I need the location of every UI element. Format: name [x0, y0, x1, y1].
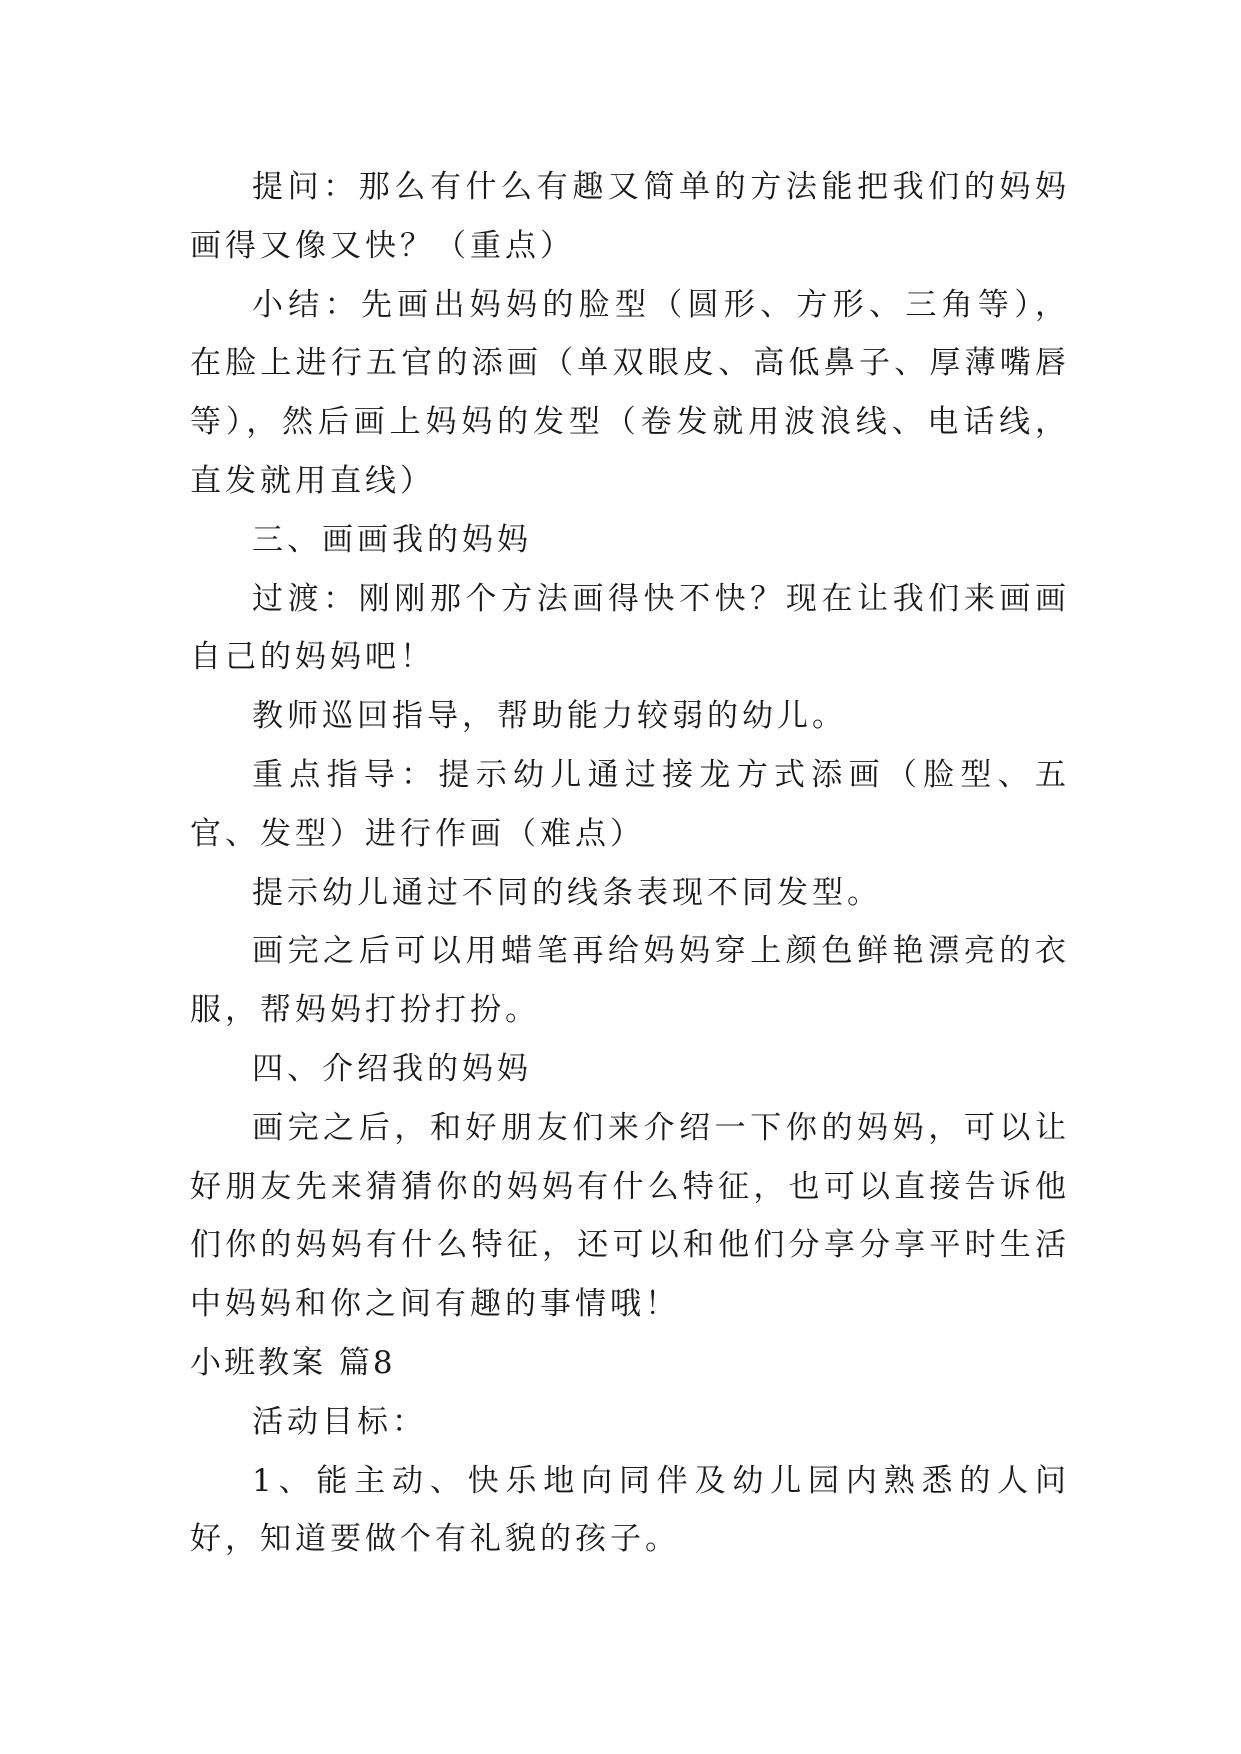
paragraph-transition: 过渡：刚刚那个方法画得快不快？现在让我们来画画自己的妈妈吧！ — [190, 580, 1070, 676]
paragraph-teacher-guidance: 教师巡回指导，帮助能力较弱的幼儿。 — [252, 698, 847, 735]
heading-introduce-my-mom: 四、介绍我的妈妈 — [252, 1050, 532, 1087]
heading-draw-my-mom: 三、画画我的妈妈 — [252, 521, 532, 558]
section-title: 小班教案 篇8 — [190, 1344, 396, 1381]
paragraph-activity-goals: 活动目标： — [252, 1403, 427, 1440]
paragraph-key-guidance: 重点指导：提示幼儿通过接龙方式添画（脸型、五官、发型）进行作画（难点） — [190, 756, 1070, 852]
paragraph-after-drawing: 画完之后可以用蜡笔再给妈妈穿上颜色鲜艳漂亮的衣服，帮妈妈打扮打扮。 — [190, 933, 1070, 1029]
paragraph-hint-lines: 提示幼儿通过不同的线条表现不同发型。 — [252, 874, 882, 911]
paragraph-goal-1: 1、能主动、快乐地向同伴及幼儿园内熟悉的人问好，知道要做个有礼貌的孩子。 — [190, 1462, 1070, 1558]
paragraph-question: 提问：那么有什么有趣又简单的方法能把我们的妈妈画得又像又快？（重点） — [190, 169, 1070, 264]
paragraph-summary: 小结：先画出妈妈的脸型（圆形、方形、三角等），在脸上进行五官的添画（单双眼皮、高低鼻子、厚薄嘴唇等），然后画上妈妈的发型（卷发就用波浪线、电话线，直发就用直线） — [190, 286, 1070, 499]
document-body — [190, 158, 1070, 1569]
paragraph-introduce: 画完之后，和好朋友们来介绍一下你的妈妈，可以让好朋友先来猜猜你的妈妈有什么特征，也可以直接告诉他们你的妈妈有什么特征，还可以和他们分享分享平时生活中妈妈和你之间有趣的事情哦！ — [190, 1109, 1070, 1323]
